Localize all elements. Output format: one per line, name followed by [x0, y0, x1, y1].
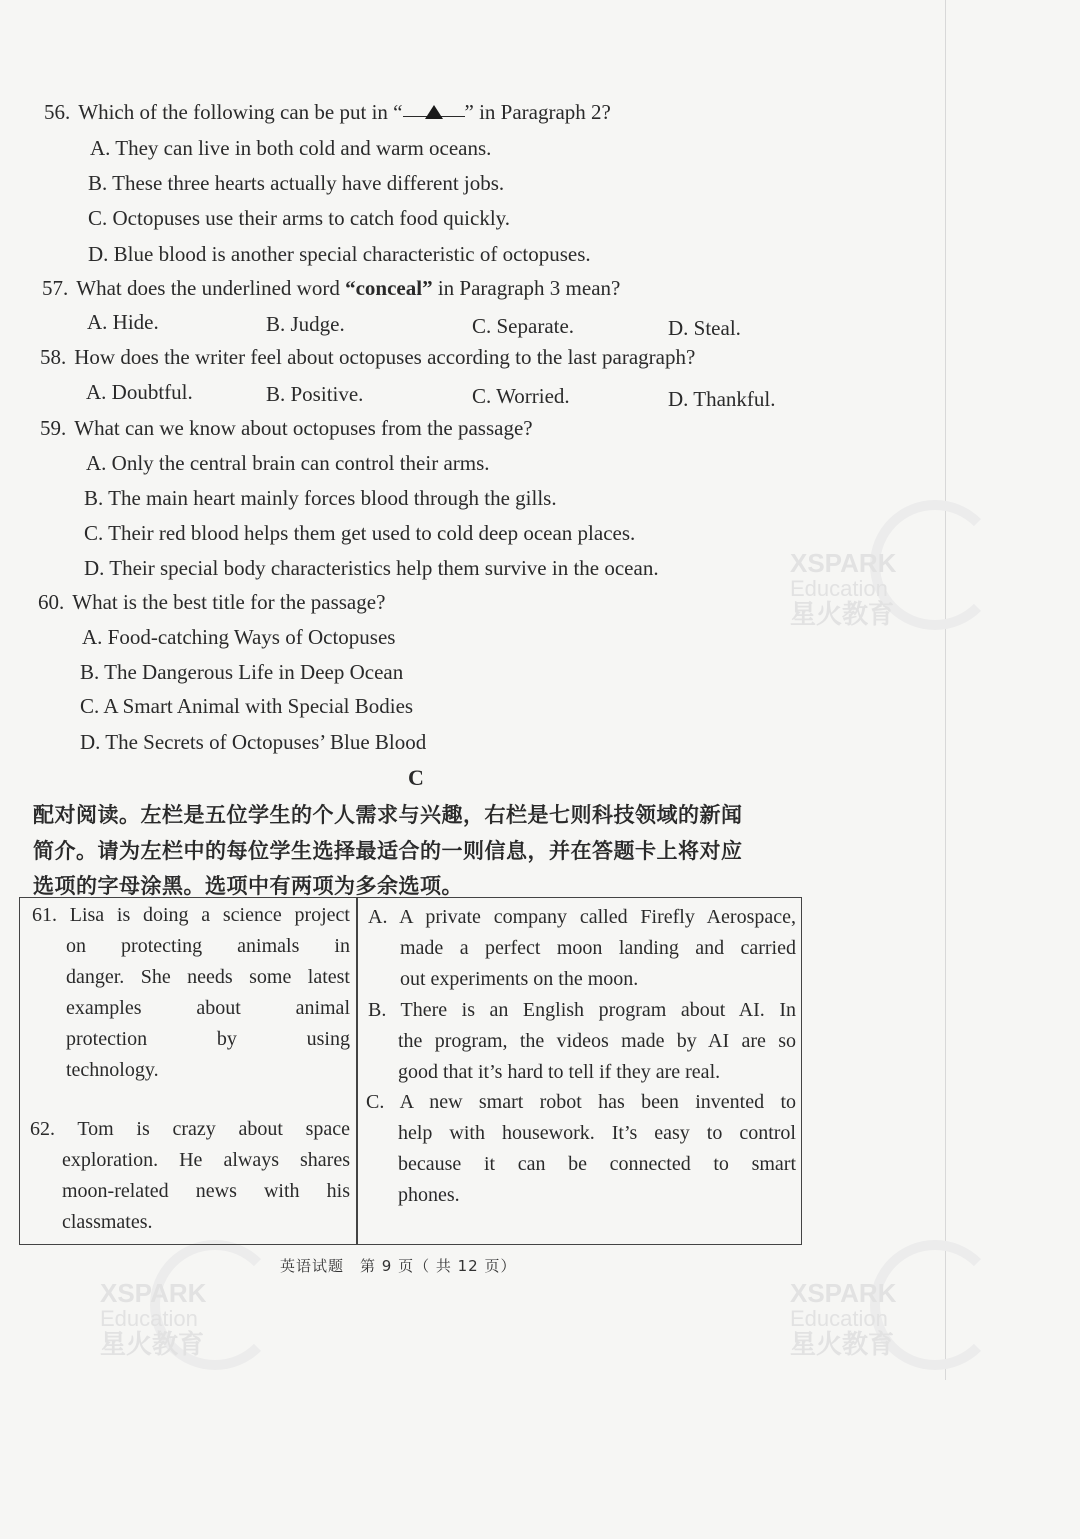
item-line: examples about animal [66, 997, 350, 1019]
watermark [100, 1280, 206, 1358]
watermark [790, 1280, 896, 1358]
right-option-b [368, 995, 796, 1088]
watermark-line2: Education [790, 576, 888, 601]
watermark-line3: 星火教育 [790, 1330, 895, 1360]
question-number: 56. [44, 100, 71, 124]
question-58-option-d: D. Thankful. [668, 387, 776, 411]
item-line: technology. [66, 1059, 159, 1081]
watermark-line2: Education [100, 1306, 198, 1331]
question-58-option-c: C. Worried. [472, 384, 570, 408]
item-line: moon-related news with his [62, 1180, 350, 1202]
question-number: 59. [40, 416, 67, 440]
question-57-stem [42, 276, 620, 301]
question-57-option-c: C. Separate. [472, 314, 575, 338]
option-line: help with housework. It’s easy to control [398, 1122, 796, 1144]
question-56-stem [44, 100, 611, 125]
item-line: 62. Tom is crazy about space [30, 1118, 350, 1140]
question-59-option-d: D. Their special body characteristics help them survive in the ocean. [84, 556, 659, 580]
instructions-line-1: 配对阅读。左栏是五位学生的个人需求与兴趣，右栏是七则科技领域的新闻 [33, 803, 743, 827]
item-line: on protecting animals in [66, 935, 350, 957]
instructions-line-2: 简介。请为左栏中的每位学生选择最适合的一则信息，并在答题卡上将对应 [33, 839, 743, 863]
question-59-stem [40, 416, 533, 441]
question-60-option-b: B. The Dangerous Life in Deep Ocean [80, 660, 404, 684]
watermark-line1: XSPARK [790, 1278, 897, 1308]
column-divider [356, 898, 358, 1244]
matching-table [19, 897, 802, 1245]
stem-text: Which of the following can be put in “ [78, 100, 403, 124]
watermark-line1: XSPARK [100, 1278, 207, 1308]
question-60-stem [38, 590, 385, 615]
question-58-stem [40, 345, 695, 370]
question-59-option-c: C. Their red blood helps them get used to cold deep ocean places. [84, 521, 636, 545]
watermark-line3: 星火教育 [790, 600, 895, 630]
watermark [790, 550, 896, 628]
instructions-line-3: 选项的字母涂黑。选项中有两项为多余选项。 [33, 874, 463, 898]
page-edge-line [945, 0, 946, 1380]
question-58-option-b: B. Positive. [266, 382, 364, 406]
option-line: out experiments on the moon. [400, 968, 639, 990]
right-option-c [366, 1087, 796, 1211]
option-line: the program, the videos made by AI are so [398, 1030, 796, 1052]
item-line: protection by using [66, 1028, 350, 1050]
stem-text: in Paragraph 3 mean? [432, 276, 621, 300]
option-line: made a perfect moon landing and carried [400, 937, 796, 959]
question-59-option-b: B. The main heart mainly forces blood through the gills. [84, 486, 557, 510]
question-number: 57. [42, 276, 69, 300]
right-option-a [368, 902, 796, 995]
question-56-option-b: B. These three hearts actually have different jobs. [88, 171, 505, 195]
left-item-62 [30, 1114, 350, 1238]
question-58-option-a: A. Doubtful. [86, 380, 193, 404]
item-line: danger. She needs some latest [66, 966, 350, 988]
question-57-option-d: D. Steal. [668, 316, 741, 340]
stem-text: ” in Paragraph 2? [464, 100, 611, 124]
section-heading: C [408, 765, 424, 790]
underlined-word: “conceal” [345, 276, 433, 300]
question-59-option-a: A. Only the central brain can control their arms. [86, 451, 490, 475]
watermark-line2: Education [790, 1306, 888, 1331]
triangle-icon [425, 105, 443, 119]
watermark-line3: 星火教育 [100, 1330, 205, 1360]
option-line: C. A new smart robot has been invented to [366, 1091, 796, 1113]
answer-blank [403, 98, 465, 117]
question-number: 58. [40, 345, 67, 369]
question-57-option-b: B. Judge. [266, 312, 345, 336]
question-60-option-a: A. Food-catching Ways of Octopuses [82, 625, 396, 649]
question-60-option-c: C. A Smart Animal with Special Bodies [80, 694, 414, 718]
option-line: A. A private company called Firefly Aerospace, [368, 906, 796, 928]
item-line: 61. Lisa is doing a science project [32, 904, 350, 926]
stem-text: What is the best title for the passage? [72, 590, 386, 614]
page-footer: 英语试题 第 9 页（ 共 12 页） [280, 1257, 517, 1275]
question-57-option-a: A. Hide. [87, 310, 159, 334]
option-line: phones. [398, 1184, 460, 1206]
stem-text: What does the underlined word [76, 276, 346, 300]
question-56-option-a: A. They can live in both cold and warm oceans. [90, 136, 492, 160]
question-number: 60. [38, 590, 65, 614]
option-line: B. There is an English program about AI. In [368, 999, 796, 1021]
stem-text: What can we know about octopuses from the passage? [74, 416, 533, 440]
item-line: classmates. [62, 1211, 153, 1233]
stem-text: How does the writer feel about octopuses according to the last paragraph? [74, 345, 696, 369]
left-item-61 [32, 900, 350, 1086]
question-56-option-c: C. Octopuses use their arms to catch food quickly. [88, 206, 511, 230]
option-line: because it can be connected to smart [398, 1153, 796, 1175]
question-56-option-d: D. Blue blood is another special characteristic of octopuses. [88, 242, 591, 266]
item-line: exploration. He always shares [62, 1149, 350, 1171]
watermark-line1: XSPARK [790, 548, 897, 578]
question-60-option-d: D. The Secrets of Octopuses’ Blue Blood [80, 730, 427, 754]
option-line: good that it’s hard to tell if they are real. [398, 1061, 721, 1083]
